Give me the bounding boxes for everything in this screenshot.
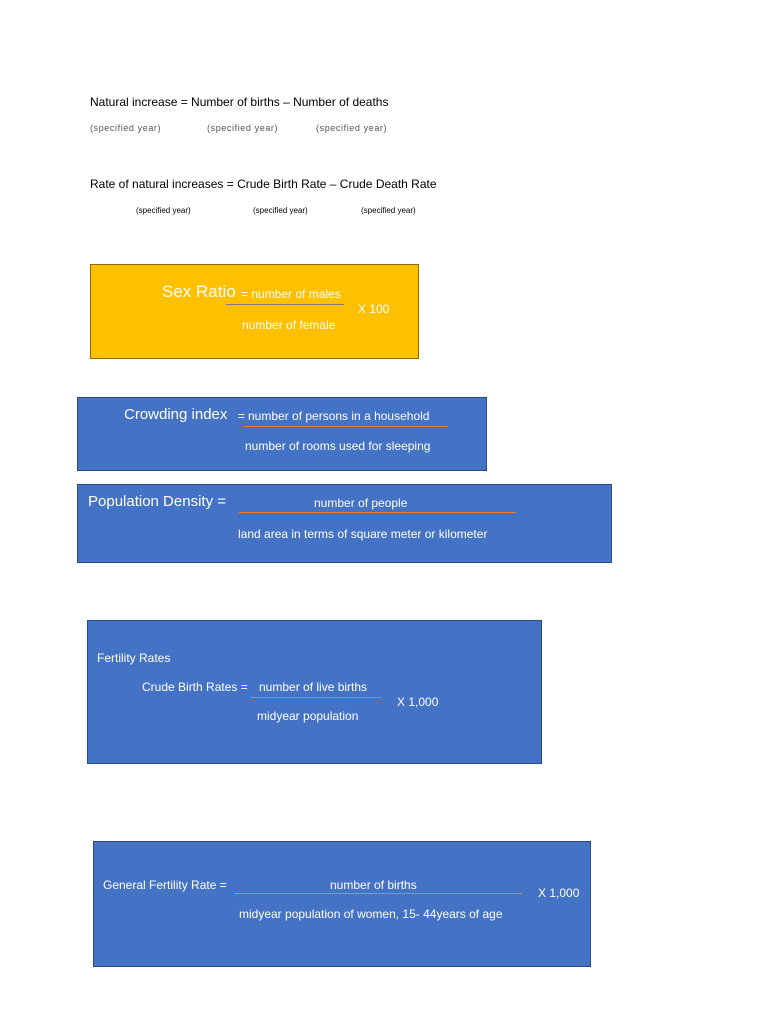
cbr-year-label: (specified year) [253, 206, 308, 215]
general-fertility-rate-denominator: midyear population of women, 15- 44years of age [239, 907, 503, 921]
crowding-index-denominator: number of rooms used for sleeping [245, 439, 431, 453]
general-fertility-rate-box [93, 841, 591, 967]
general-fertility-rate-label: General Fertility Rate = [103, 878, 227, 892]
births-year-label: (specified year) [207, 123, 279, 133]
crude-birth-rates-multiplier: X 1,000 [397, 695, 439, 709]
natural-increase-year-label: (specified year) [90, 123, 162, 133]
general-fertility-rate-numerator: number of births [330, 878, 417, 892]
sex-ratio-fraction-bar [226, 304, 344, 305]
population-density-title: Population Density = [88, 493, 227, 510]
crude-birth-rates-denominator: midyear population [257, 709, 359, 723]
fertility-rates-heading: Fertility Rates [97, 651, 171, 665]
crude-birth-rates-fraction-bar [251, 697, 381, 698]
crowding-index-box [77, 397, 487, 471]
crowding-index-equals: = [238, 409, 246, 423]
population-density-box [77, 484, 612, 563]
rate-year-label: (specified year) [136, 206, 191, 215]
population-density-denominator: land area in terms of square meter or kilometer [238, 527, 488, 541]
cdr-year-label: (specified year) [361, 206, 416, 215]
general-fertility-rate-fraction-bar [234, 893, 522, 894]
deaths-year-label: (specified year) [316, 123, 388, 133]
crowding-index-numerator: number of persons in a household [248, 409, 430, 423]
crude-birth-rates-numerator: number of live births [259, 680, 368, 694]
crowding-index-title: Crowding index [124, 406, 228, 423]
sex-ratio-numerator: = number of males [241, 287, 341, 301]
general-fertility-rate-multiplier: X 1,000 [538, 886, 580, 900]
population-density-numerator: number of people [314, 496, 408, 510]
sex-ratio-box [90, 264, 419, 359]
rate-natural-increase-formula: Rate of natural increases = Crude Birth Rate – Crude Death Rate [90, 177, 437, 191]
fertility-rates-box [87, 620, 542, 764]
crude-birth-rates-label: Crude Birth Rates = [142, 680, 248, 694]
sex-ratio-multiplier: X 100 [358, 302, 390, 316]
population-density-fraction-bar [239, 512, 516, 513]
sex-ratio-denominator: number of female [242, 318, 336, 332]
natural-increase-formula: Natural increase = Number of births – Number of deaths [90, 95, 389, 109]
crowding-index-fraction-bar [244, 426, 448, 427]
sex-ratio-title: Sex Ratio [162, 282, 236, 301]
